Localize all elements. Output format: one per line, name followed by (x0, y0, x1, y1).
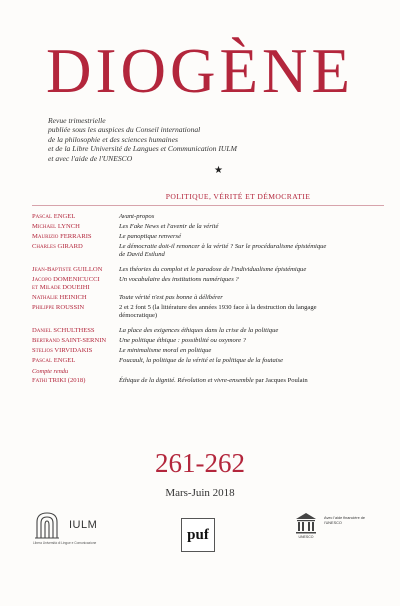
toc-entry (32, 276, 384, 292)
toc-entry (32, 233, 384, 241)
toc-entry (32, 294, 384, 302)
toc-entry (32, 327, 384, 335)
toc-entry (32, 266, 384, 274)
journal-subtitle (48, 116, 388, 163)
toc-author: Daniel SCHULTHESS (32, 327, 95, 334)
toc-entry (32, 223, 384, 231)
issue-theme: POLITIQUE, VÉRITÉ ET DÉMOCRATIE (165, 192, 311, 201)
toc-author: Michael LYNCH (32, 223, 80, 230)
subtitle-line: et de la Libre Université de Langues et Communication IULM (48, 144, 237, 154)
toc-entry (32, 337, 384, 345)
toc-author: Charles GIRARD (32, 243, 83, 250)
toc-title: Avant-propos (119, 213, 155, 220)
iulm-logo (33, 510, 113, 545)
toc-entry (32, 347, 384, 355)
issue-date: Mars-Juin 2018 (165, 487, 235, 499)
subtitle-line: publiée sous les auspices du Conseil international (48, 125, 201, 135)
toc-title: Les théories du complot et le paradoxe de l'individualisme épistémique (119, 266, 307, 273)
unesco-caption: Avec l'aide financière de l'UNESCO (324, 516, 365, 525)
toc-title: 2 et 2 font 5 (la littérature des années 1930 face à la destruction du langage démocratique) (119, 304, 317, 319)
star-icon: ★ (214, 165, 223, 176)
toc-title: Le minimalisme moral en politique (119, 347, 212, 354)
toc-author: Maurizio FERRARIS (32, 233, 92, 240)
toc-title: Une politique éthique : possibilité ou oxymore ? (119, 337, 247, 344)
toc-author: Bertrand SAINT-SERNIN (32, 337, 107, 344)
table-of-contents (32, 205, 384, 385)
iulm-emblem-icon (33, 510, 61, 540)
unesco-logo (295, 512, 385, 540)
toc-title: Foucault, la politique de la vérité et la politique de la foutaise (119, 357, 284, 364)
divider (32, 205, 384, 206)
toc-author: Jean-Baptiste GUILLON (32, 266, 103, 273)
review-label: Compte rendu (32, 368, 69, 375)
subtitle-line: de la philosophie et des sciences humaines (48, 134, 178, 144)
toc-title: Le panoptique renversé (119, 233, 182, 240)
iulm-caption: Libera Università di Lingue e Comunicazione (33, 541, 97, 545)
toc-title: Le démocratie doit-il renoncer à la vérité ? Sur le procéduralisme épistémique de David Estlund (119, 243, 327, 258)
review-title: Éthique de la dignité. Révolution et vivre-ensemble par Jacques Poulain (119, 377, 308, 384)
review-entry (32, 377, 384, 385)
toc-entry (32, 213, 384, 221)
subtitle-line: et avec l'aide de l'UNESCO (48, 153, 133, 163)
toc-entry (32, 243, 384, 259)
toc-title: La place des exigences éthiques dans la crise de la politique (119, 327, 279, 334)
toc-author: Philippe ROUSSIN (32, 304, 85, 311)
unesco-logo-word: UNESCO (298, 535, 314, 539)
toc-title: Un vocabulaire des institutions numériques ? (119, 276, 239, 283)
toc-author: Pascal ENGEL (32, 357, 76, 364)
issue-number: 261-262 (155, 448, 245, 478)
toc-title: Les Fake News et l'avenir de la vérité (119, 223, 219, 230)
toc-title: Toute vérité n'est pas bonne à délibérer (119, 294, 223, 301)
iulm-wordmark: IULM (69, 519, 98, 531)
journal-title: DIOGÈNE (46, 36, 354, 106)
toc-author: Pascal ENGEL (32, 213, 76, 220)
toc-author: Nathalie HEINICH (32, 294, 87, 301)
puf-logo: puf (181, 518, 215, 552)
unesco-temple-icon (295, 512, 317, 540)
review-author: Fathi TRIKI (2018) (32, 377, 86, 384)
toc-entry (32, 304, 384, 320)
toc-entry (32, 357, 384, 365)
toc-author: Jacopo DOMENICUCCI et Milade DOUEIHI (32, 276, 100, 291)
subtitle-line: Revue trimestrielle (48, 116, 106, 125)
toc-author: Stelios VIRVIDAKIS (32, 347, 93, 354)
